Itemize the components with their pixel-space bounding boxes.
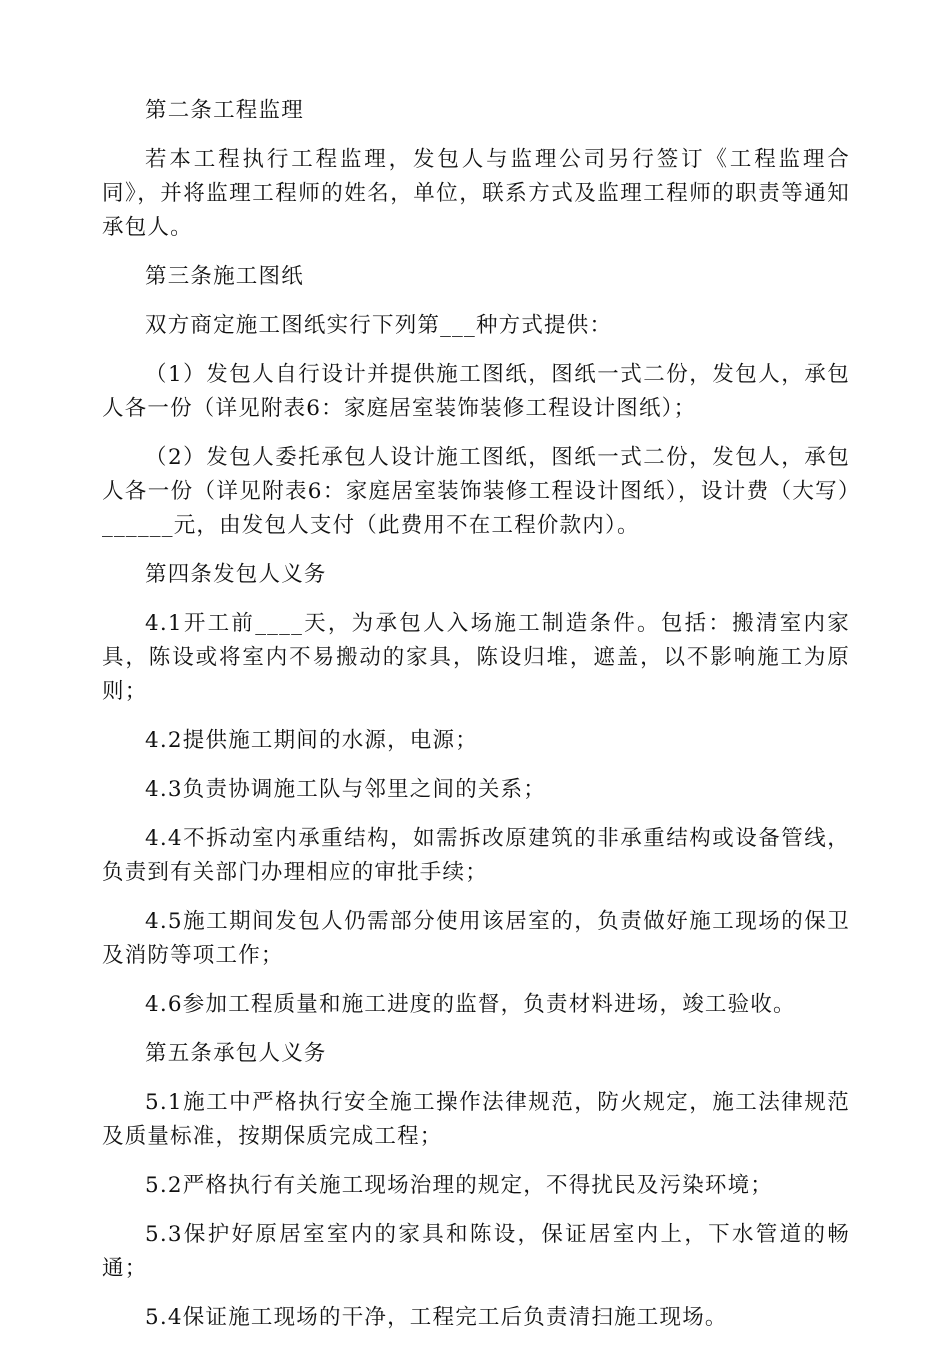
clause-4-2: 4.2提供施工期间的水源，电源； xyxy=(145,728,478,753)
article-4-heading: 第四条发包人义务 xyxy=(145,562,327,587)
clause-4-1: 4.1开工前____天，为承包人入场施工制造条件。包括：搬清室内家具，陈设或将室内不易搬动的家具，陈设归堆，遮盖，以不影响施工为原则； xyxy=(102,611,850,704)
clause-4-3: 4.3负责协调施工队与邻里之间的关系； xyxy=(145,777,546,802)
article-3-option-2: （2）发包人委托承包人设计施工图纸，图纸一式二份，发包人，承包人各一份（详见附表6：家庭居室装饰装修工程设计图纸），设计费（大写）______元，由发包人支付（此费用不在工程价款内）。 xyxy=(102,445,850,538)
clause-5-3: 5.3保护好原居室室内的家具和陈设，保证居室内上，下水管道的畅通； xyxy=(102,1222,850,1281)
article-5-heading: 第五条承包人义务 xyxy=(145,1041,327,1066)
article-3-option-1: （1）发包人自行设计并提供施工图纸，图纸一式二份，发包人，承包人各一份（详见附表6：家庭居室装饰装修工程设计图纸）； xyxy=(102,362,850,421)
clause-4-5: 4.5施工期间发包人仍需部分使用该居室的，负责做好施工现场的保卫及消防等项工作； xyxy=(102,909,850,968)
clause-5-4: 5.4保证施工现场的干净，工程完工后负责清扫施工现场。 xyxy=(145,1305,728,1330)
clause-4-4: 4.4不拆动室内承重结构，如需拆改原建筑的非承重结构或设备管线，负责到有关部门办理相应的审批手续； xyxy=(102,826,850,885)
clause-5-2: 5.2严格执行有关施工现场治理的规定，不得扰民及污染环境； xyxy=(145,1173,773,1198)
clause-4-6: 4.6参加工程质量和施工进度的监督，负责材料进场，竣工验收。 xyxy=(145,992,796,1017)
clause-5-1: 5.1施工中严格执行安全施工操作法律规范，防火规定，施工法律规范及质量标准，按期保质完成工程； xyxy=(102,1090,850,1149)
article-2-heading: 第二条工程监理 xyxy=(145,98,304,123)
article-2-text: 若本工程执行工程监理，发包人与监理公司另行签订《工程监理合同》，并将监理工程师的姓名，单位，联系方式及监理工程师的职责等通知承包人。 xyxy=(102,147,850,240)
document-body xyxy=(102,94,850,1350)
article-3-intro: 双方商定施工图纸实行下列第___种方式提供： xyxy=(145,313,613,338)
article-3-heading: 第三条施工图纸 xyxy=(145,264,304,289)
